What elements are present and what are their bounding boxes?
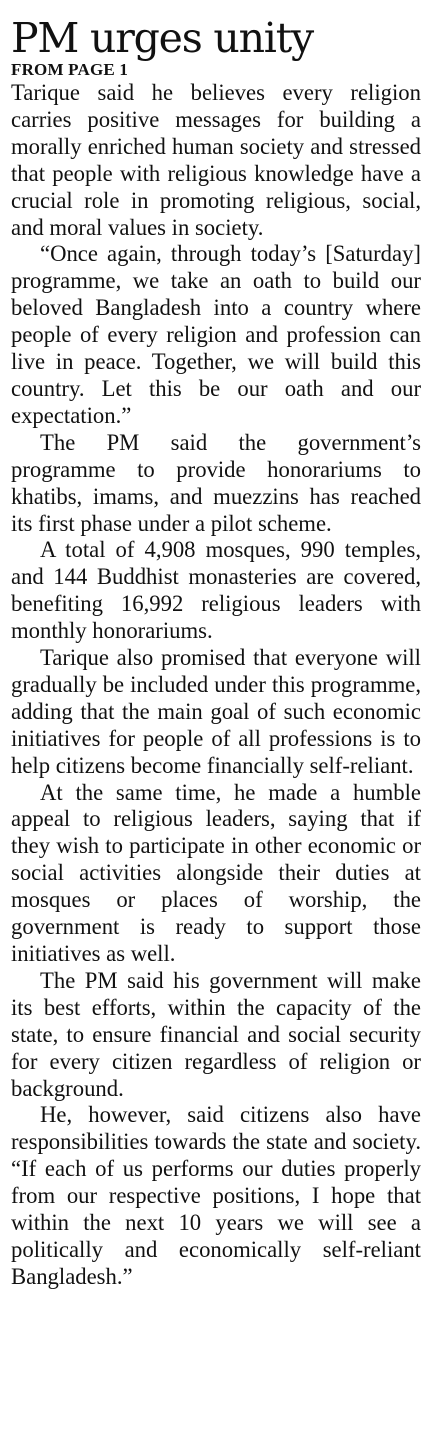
article-paragraph: Tarique also promised that everyone will gradually be included under this programme, adding that the main goal of such economic initiatives for people of all professions is to help citizens become financially self-reliant. — [11, 645, 421, 778]
article-paragraph: “Once again, through today’s [Saturday] programme, we take an oath to build our beloved Bangladesh into a country where people of every religion and profession can live in peace. Together, we will build this country. Let this be our oath and our expectation.” — [11, 241, 421, 428]
article-paragraph: He, however, said citizens also have responsibilities towards the state and society. “If each of us performs our duties properly from our respective positions, I hope that within the next 10 years we will see a politically and economically self-reliant Bangladesh.” — [11, 1102, 421, 1289]
article-paragraph: At the same time, he made a humble appeal to religious leaders, saying that if they wish to participate in other economic or social activities alongside their duties at mosques or places of worship, the government is ready to support those initiatives as well. — [11, 779, 421, 966]
article-paragraph: A total of 4,908 mosques, 990 temples, and 144 Buddhist monasteries are covered, benefiting 16,992 religious leaders with monthly honorariums. — [11, 537, 421, 644]
continuation-label: FROM PAGE 1 — [11, 60, 129, 79]
headline: PM urges unity — [11, 14, 313, 62]
article-paragraph: The PM said his government will make its best efforts, within the capacity of the state, to ensure financial and social security for every citizen regardless of religion or background. — [11, 967, 421, 1101]
article-paragraph: The PM said the government’s programme to provide honorariums to khatibs, imams, and muezzins has reached its first phase under a pilot scheme. — [11, 429, 421, 536]
article-paragraph: Tarique said he believes every religion carries positive messages for building a morally enriched human society and stressed that people with religious knowledge have a crucial role in promoting religious, social, and moral values in society. — [11, 80, 421, 240]
